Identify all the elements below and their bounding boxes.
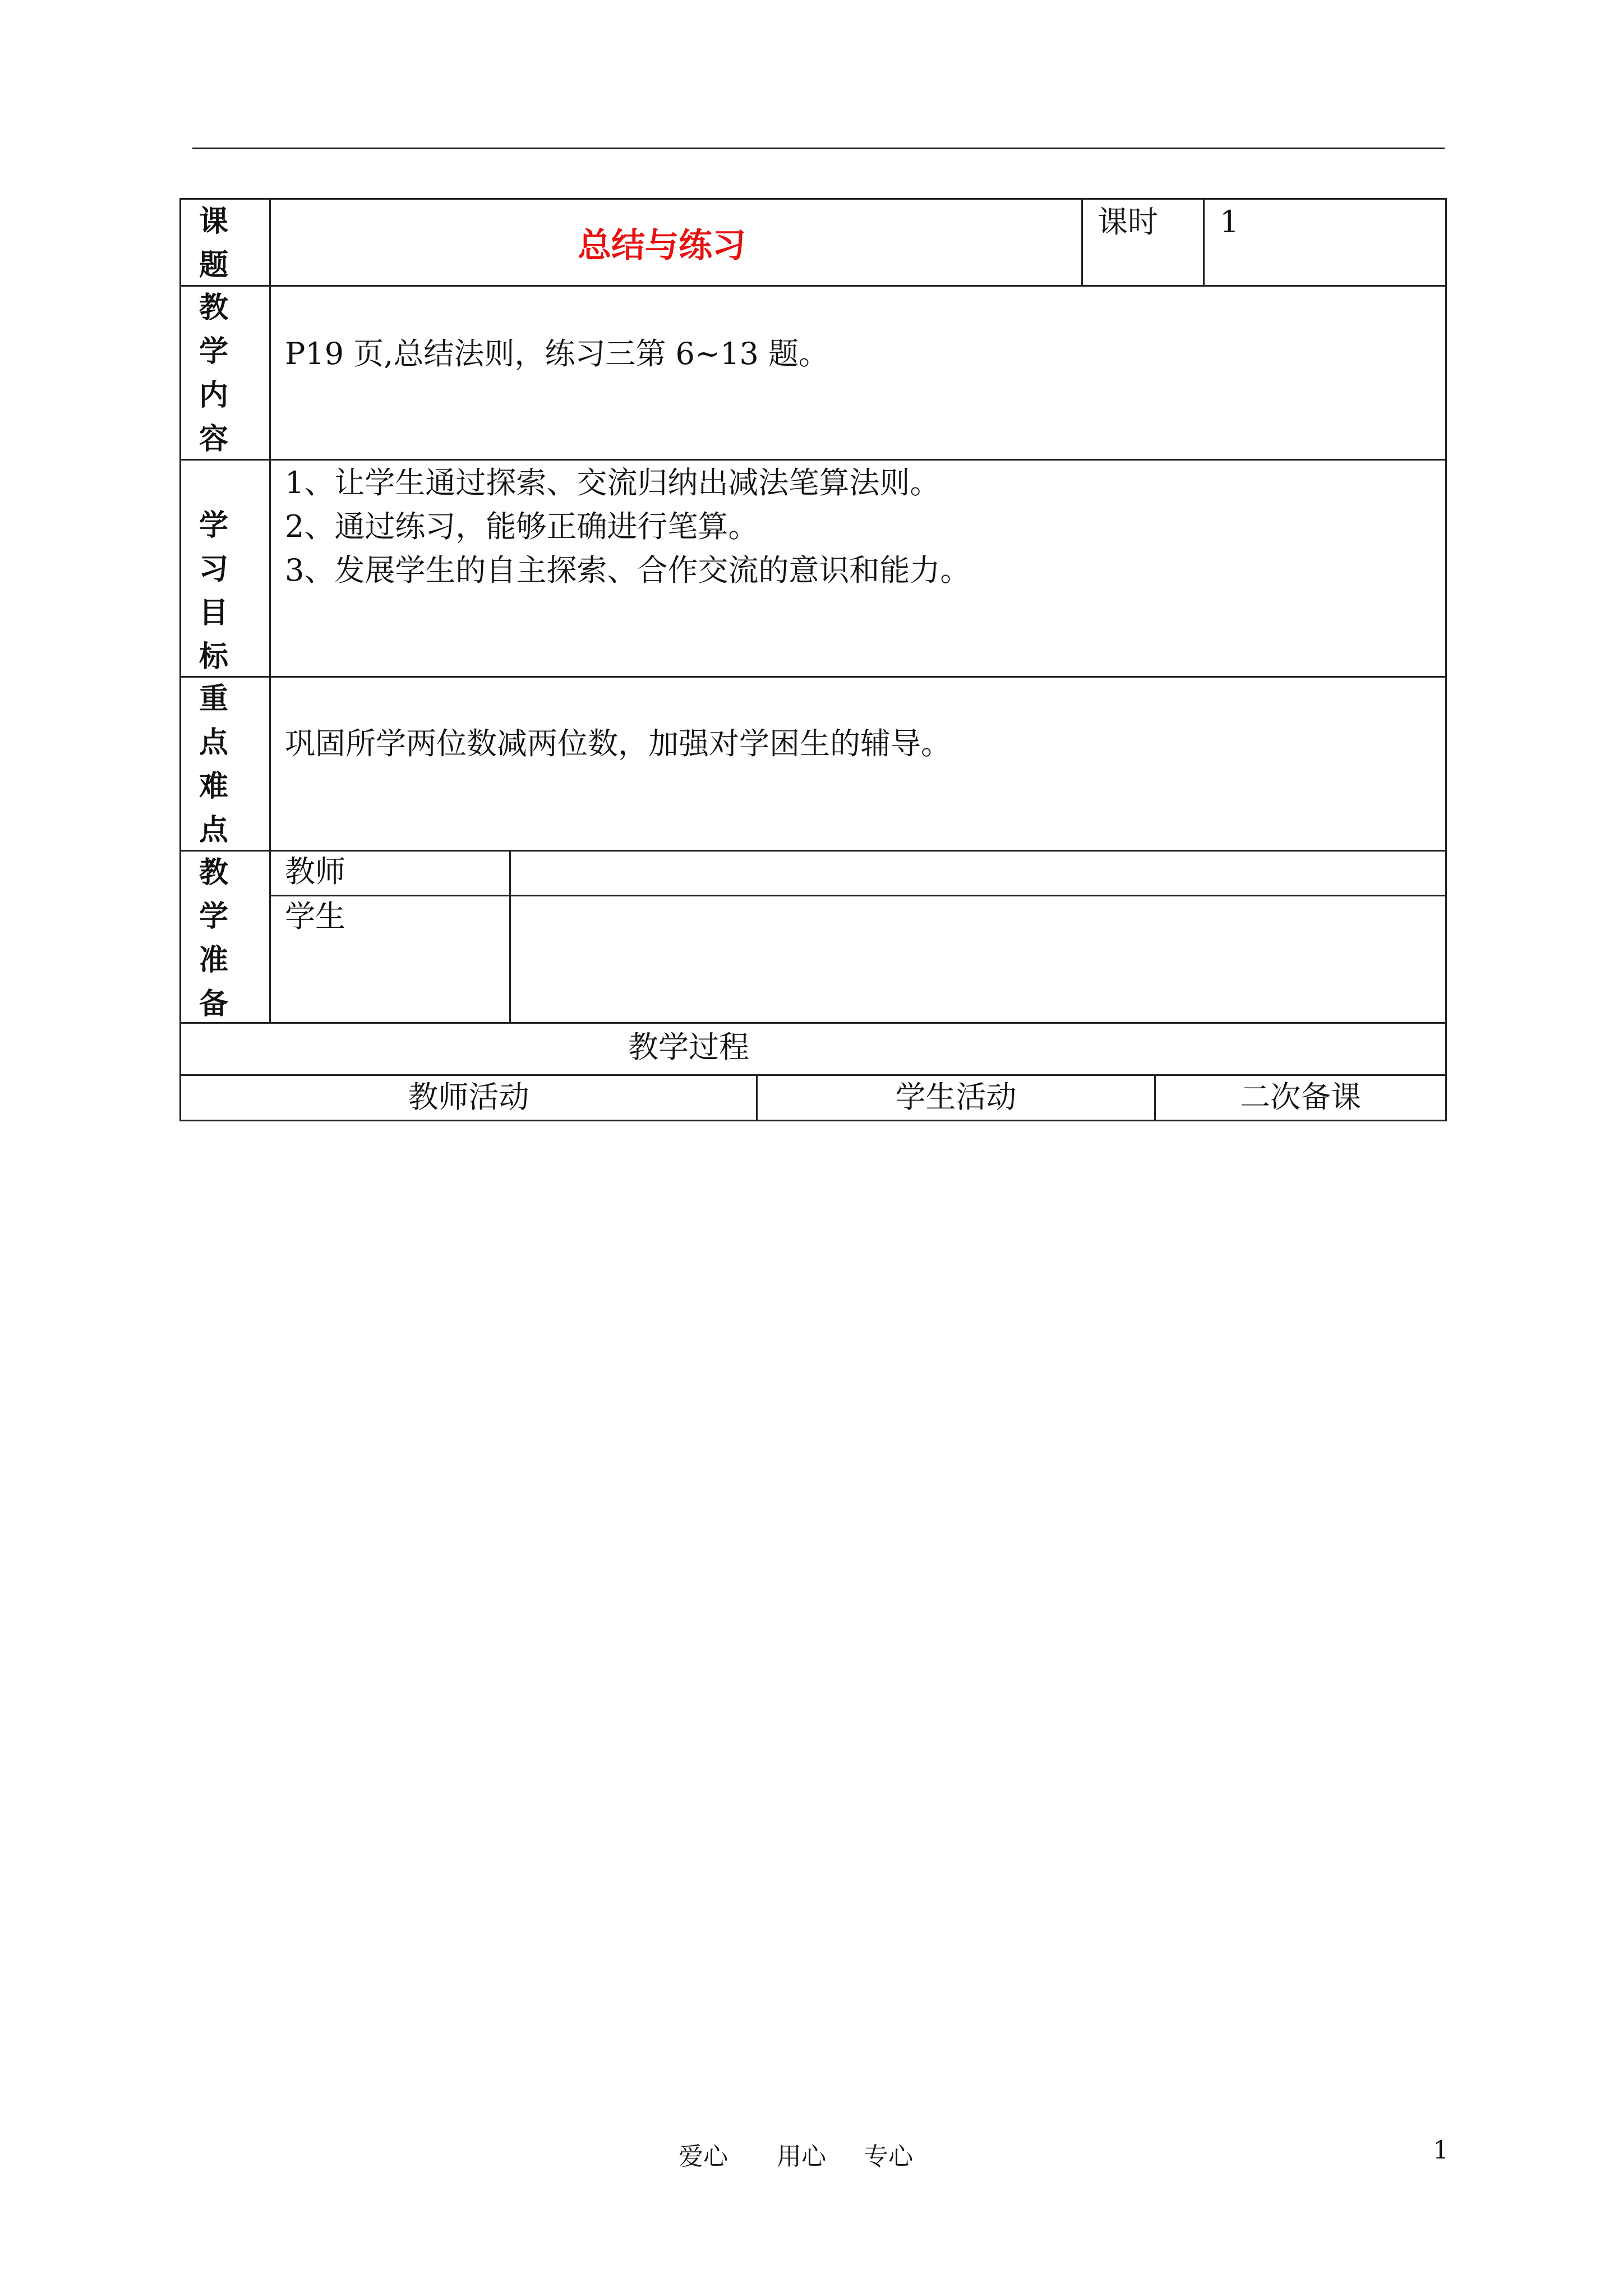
- label-char: 备: [199, 987, 228, 1021]
- label-char: 教: [199, 856, 228, 890]
- label-char: 学: [199, 900, 228, 933]
- period-value: 1: [1220, 204, 1239, 240]
- label-char: 点: [199, 726, 228, 760]
- label-column-divider: [269, 198, 271, 1024]
- content-label: [196, 286, 231, 461]
- label-char: 重: [199, 682, 228, 716]
- footer-motto-3: 专心: [864, 2142, 913, 2171]
- goal-item: 1、让学生通过探索、交流归纳出减法笔算法则。: [285, 465, 940, 500]
- col-header-student-activity: 学生活动: [895, 1079, 1017, 1115]
- label-char: 学: [199, 509, 228, 542]
- label-char: 点: [199, 813, 228, 847]
- label-char: 内: [199, 379, 228, 412]
- label-char: 教: [199, 291, 228, 325]
- prep-teacher-label: 教师: [285, 854, 345, 889]
- prep-student-label: 学生: [285, 899, 345, 934]
- label-char: 准: [199, 944, 228, 977]
- key-points-label: [196, 677, 231, 852]
- col-divider: [509, 850, 511, 1024]
- label-char: 学: [199, 335, 228, 369]
- row-divider: [179, 1022, 1447, 1024]
- table-border-right: [1445, 198, 1447, 1121]
- col-divider: [1081, 198, 1083, 287]
- goals-label: [196, 504, 231, 679]
- label-char: 容: [199, 422, 228, 456]
- col-header-second-prep: 二次备课: [1240, 1079, 1361, 1115]
- footer-motto-2: 用心: [777, 2142, 826, 2171]
- page-number: 1: [1433, 2136, 1449, 2165]
- label-char: 题: [199, 249, 228, 282]
- header-rule: [192, 148, 1445, 149]
- process-title: 教学过程: [628, 1029, 749, 1065]
- content-text: P19 页,总结法则，练习三第 6~13 题。: [285, 336, 829, 371]
- label-char: 习: [199, 553, 228, 586]
- table-border-bottom: [179, 1120, 1447, 1121]
- row-divider: [179, 459, 1447, 461]
- row-divider: [270, 895, 1447, 896]
- period-label: 课时: [1098, 204, 1158, 240]
- label-char: 难: [199, 770, 228, 803]
- goal-item: 2、通过练习，能够正确进行笔算。: [285, 509, 759, 544]
- table-border-top: [179, 198, 1447, 200]
- topic-label: [196, 200, 231, 287]
- label-char: 标: [199, 640, 228, 674]
- footer-motto-1: 爱心: [679, 2142, 728, 2171]
- col-divider: [1203, 198, 1205, 287]
- row-divider: [179, 850, 1447, 852]
- goal-item: 3、发展学生的自主探索、合作交流的意识和能力。: [285, 553, 971, 588]
- row-divider: [179, 285, 1447, 287]
- label-char: 课: [199, 205, 228, 238]
- col-header-teacher-activity: 教师活动: [408, 1079, 529, 1115]
- key-points-text: 巩固所学两位数减两位数，加强对学困生的辅导。: [285, 726, 951, 761]
- label-char: 目: [199, 596, 228, 630]
- preparation-label: [196, 851, 231, 1026]
- lesson-title: 总结与练习: [578, 226, 746, 265]
- row-divider: [179, 676, 1447, 678]
- table-border-left: [179, 198, 181, 1121]
